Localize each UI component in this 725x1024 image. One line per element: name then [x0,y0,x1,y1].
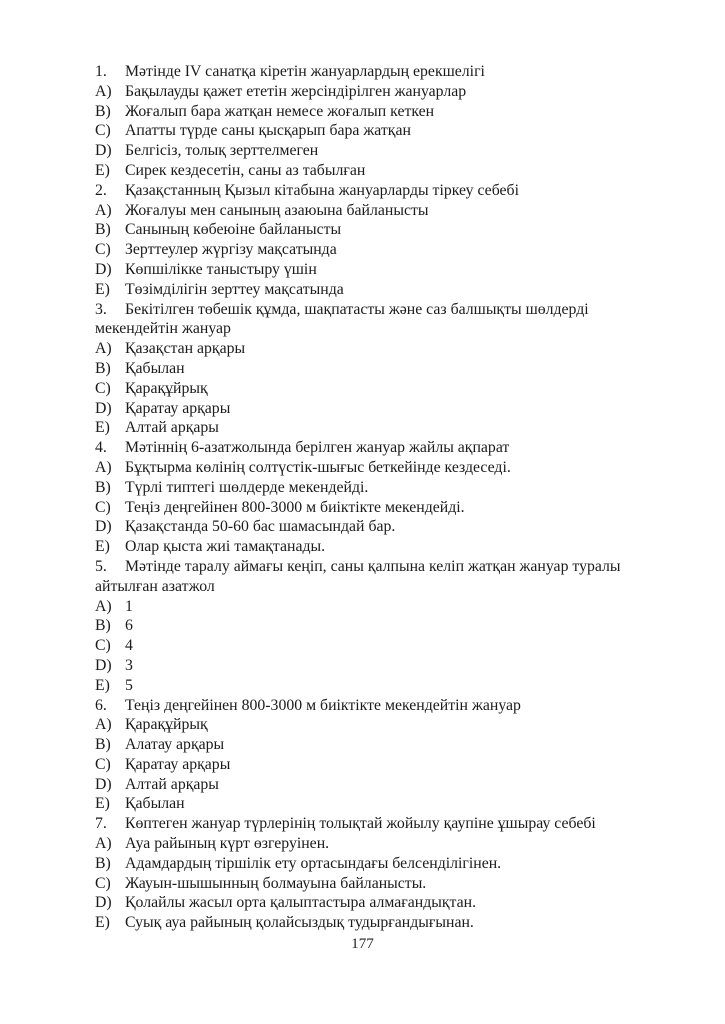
answer-option [95,854,667,874]
option-letter: B) [95,359,111,377]
option-letter: D) [95,399,112,417]
option-letter: A) [95,82,112,100]
answer-option [95,893,667,913]
option-letter: C) [95,241,111,259]
answer-option [95,794,667,814]
option-letter: B) [95,478,111,496]
option-text: Зерттеулер жүргізу мақсатында [125,241,337,259]
option-text: Қаратау арқары [125,399,231,417]
options-list [95,201,667,300]
answer-option [95,775,667,795]
answer-option [95,260,667,280]
answer-option [95,161,667,181]
option-letter: B) [95,736,111,754]
option-text: Қарақұйрық [125,716,208,734]
question-text: Қазақстанның Қызыл кітабына жануарларды тіркеу себебі [125,181,519,199]
answer-option [95,597,667,617]
question-line [95,62,667,82]
answer-option [95,379,667,399]
options-list [95,715,667,814]
option-letter: E) [95,280,110,298]
answer-option [95,498,667,518]
question-line [95,696,667,716]
option-text: Суық ауа райының қолайсыздық тудырғандығынан. [125,914,474,932]
option-letter: A) [95,201,112,219]
option-text: Апатты түрде саны қысқарып бара жатқан [125,122,411,140]
answer-option [95,339,667,359]
option-text: Көпшілікке таныстыру үшін [125,260,317,278]
option-text: Жоғалып бара жатқан немесе жоғалып кеткен [125,102,435,120]
option-text: Алатау арқары [125,736,225,754]
option-text: 1 [125,597,133,615]
option-letter: B) [95,221,111,239]
option-text: Қабылан [125,359,185,377]
options-list [95,82,667,181]
question-line [95,181,667,201]
option-text: Белгісіз, толық зерттелмеген [125,142,319,160]
page-number: 177 [351,935,374,952]
question-block [95,557,667,696]
question-block [95,438,667,557]
answer-option [95,656,667,676]
answer-option [95,102,667,122]
question-text: Мәтіннің 6-азатжолында берілген жануар жайлы ақпарат [125,439,510,457]
question-number: 5. [95,557,107,575]
question-text: Теңіз деңгейінен 800-3000 м биіктікте мекендейтін жануар [125,696,521,714]
question-number: 6. [95,696,107,714]
option-letter: D) [95,518,112,536]
answer-option [95,874,667,894]
option-letter: B) [95,102,111,120]
question-text: Мәтінде таралу аймағы кеңіп, саны қалпына келіп жатқан жануар туралы айтылған азатжол [95,557,621,595]
answer-option [95,834,667,854]
option-letter: E) [95,161,110,179]
answer-option [95,913,667,933]
option-letter: C) [95,874,111,892]
option-letter: C) [95,755,111,773]
option-text: Бұқтырма көлінің солтүстік-шығыс беткейінде кездеседі. [125,458,511,476]
option-letter: E) [95,676,110,694]
option-letter: B) [95,854,111,872]
option-text: Ауа райының күрт өзгеруінен. [125,835,330,853]
answer-option [95,121,667,141]
question-number: 3. [95,300,107,318]
question-number: 2. [95,181,107,199]
answer-option [95,220,667,240]
option-letter: C) [95,498,111,516]
options-list [95,458,667,557]
option-letter: A) [95,458,112,476]
answer-option [95,715,667,735]
option-letter: B) [95,617,111,635]
answer-option [95,418,667,438]
options-list [95,834,667,933]
option-text: Қазақстанда 50-60 бас шамасындай бар. [125,518,396,536]
option-letter: E) [95,538,110,556]
answer-option [95,735,667,755]
option-text: 5 [125,676,133,694]
option-letter: E) [95,419,110,437]
option-letter: C) [95,122,111,140]
option-text: Сирек кездесетін, саны аз табылған [125,161,366,179]
option-text: Теңіз деңгейінен 800-3000 м биіктікте мекендейді. [125,498,465,516]
answer-option [95,517,667,537]
answer-option [95,201,667,221]
question-number: 4. [95,439,107,457]
option-letter: E) [95,795,110,813]
question-line [95,557,667,597]
question-text: Көптеген жануар түрлерінің толықтай жойылу қаупіне ұшырау себебі [125,815,596,833]
question-block [95,696,667,815]
answer-option [95,399,667,419]
answer-option [95,240,667,260]
option-text: 4 [125,637,133,655]
question-text: Мәтінде IV санатқа кіретін жануарлардың ерекшелігі [125,63,485,80]
question-block [95,300,667,439]
option-text: Қабылан [125,795,185,813]
option-text: Алтай арқары [125,419,219,437]
answer-option [95,82,667,102]
answer-option [95,636,667,656]
option-text: 6 [125,617,133,635]
answer-option [95,458,667,478]
option-text: Жоғалуы мен санының азаюына байланысты [125,201,429,219]
option-text: Санының көбеюіне байланысты [125,221,342,239]
question-line [95,300,667,340]
question-line [95,814,667,834]
option-letter: C) [95,637,111,655]
option-letter: C) [95,379,111,397]
option-text: Адамдардың тіршілік ету ортасындағы белсенділігінен. [125,854,502,872]
option-letter: D) [95,775,112,793]
option-text: Олар қыста жиі тамақтанады. [125,538,326,556]
option-text: Түрлі типтегі шөлдерде мекендейді. [125,478,369,496]
option-letter: E) [95,914,110,932]
option-text: Қарақұйрық [125,379,208,397]
question-text: Бекітілген төбешік құмда, шақпатасты және саз балшықты шөлдерді мекендейтін жануар [95,300,589,338]
option-letter: D) [95,894,112,912]
option-letter: D) [95,260,112,278]
quiz-content [95,62,667,933]
option-text: Бақылауды қажет ететін жерсіндірілген жануарлар [125,82,467,100]
option-letter: A) [95,835,112,853]
question-block [95,181,667,300]
answer-option [95,676,667,696]
option-text: Қазақстан арқары [125,340,246,358]
answer-option [95,616,667,636]
question-number: 1. [95,63,107,80]
question-block [95,814,667,933]
answer-option [95,755,667,775]
option-letter: A) [95,716,112,734]
option-text: Қаратау арқары [125,755,231,773]
answer-option [95,141,667,161]
option-text: 3 [125,656,133,674]
answer-option [95,359,667,379]
options-list [95,339,667,438]
option-letter: D) [95,142,112,160]
option-letter: A) [95,340,112,358]
question-number: 7. [95,815,107,833]
option-text: Жауын-шышынның болмауына байланысты. [125,874,427,892]
option-letter: D) [95,656,112,674]
option-letter: A) [95,597,112,615]
option-text: Алтай арқары [125,775,219,793]
answer-option [95,280,667,300]
answer-option [95,478,667,498]
question-line [95,438,667,458]
option-text: Төзімділігін зерттеу мақсатында [125,280,344,298]
answer-option [95,537,667,557]
question-block [95,62,667,181]
options-list [95,597,667,696]
option-text: Қолайлы жасыл орта қалыптастыра алмағандықтан. [125,894,477,912]
